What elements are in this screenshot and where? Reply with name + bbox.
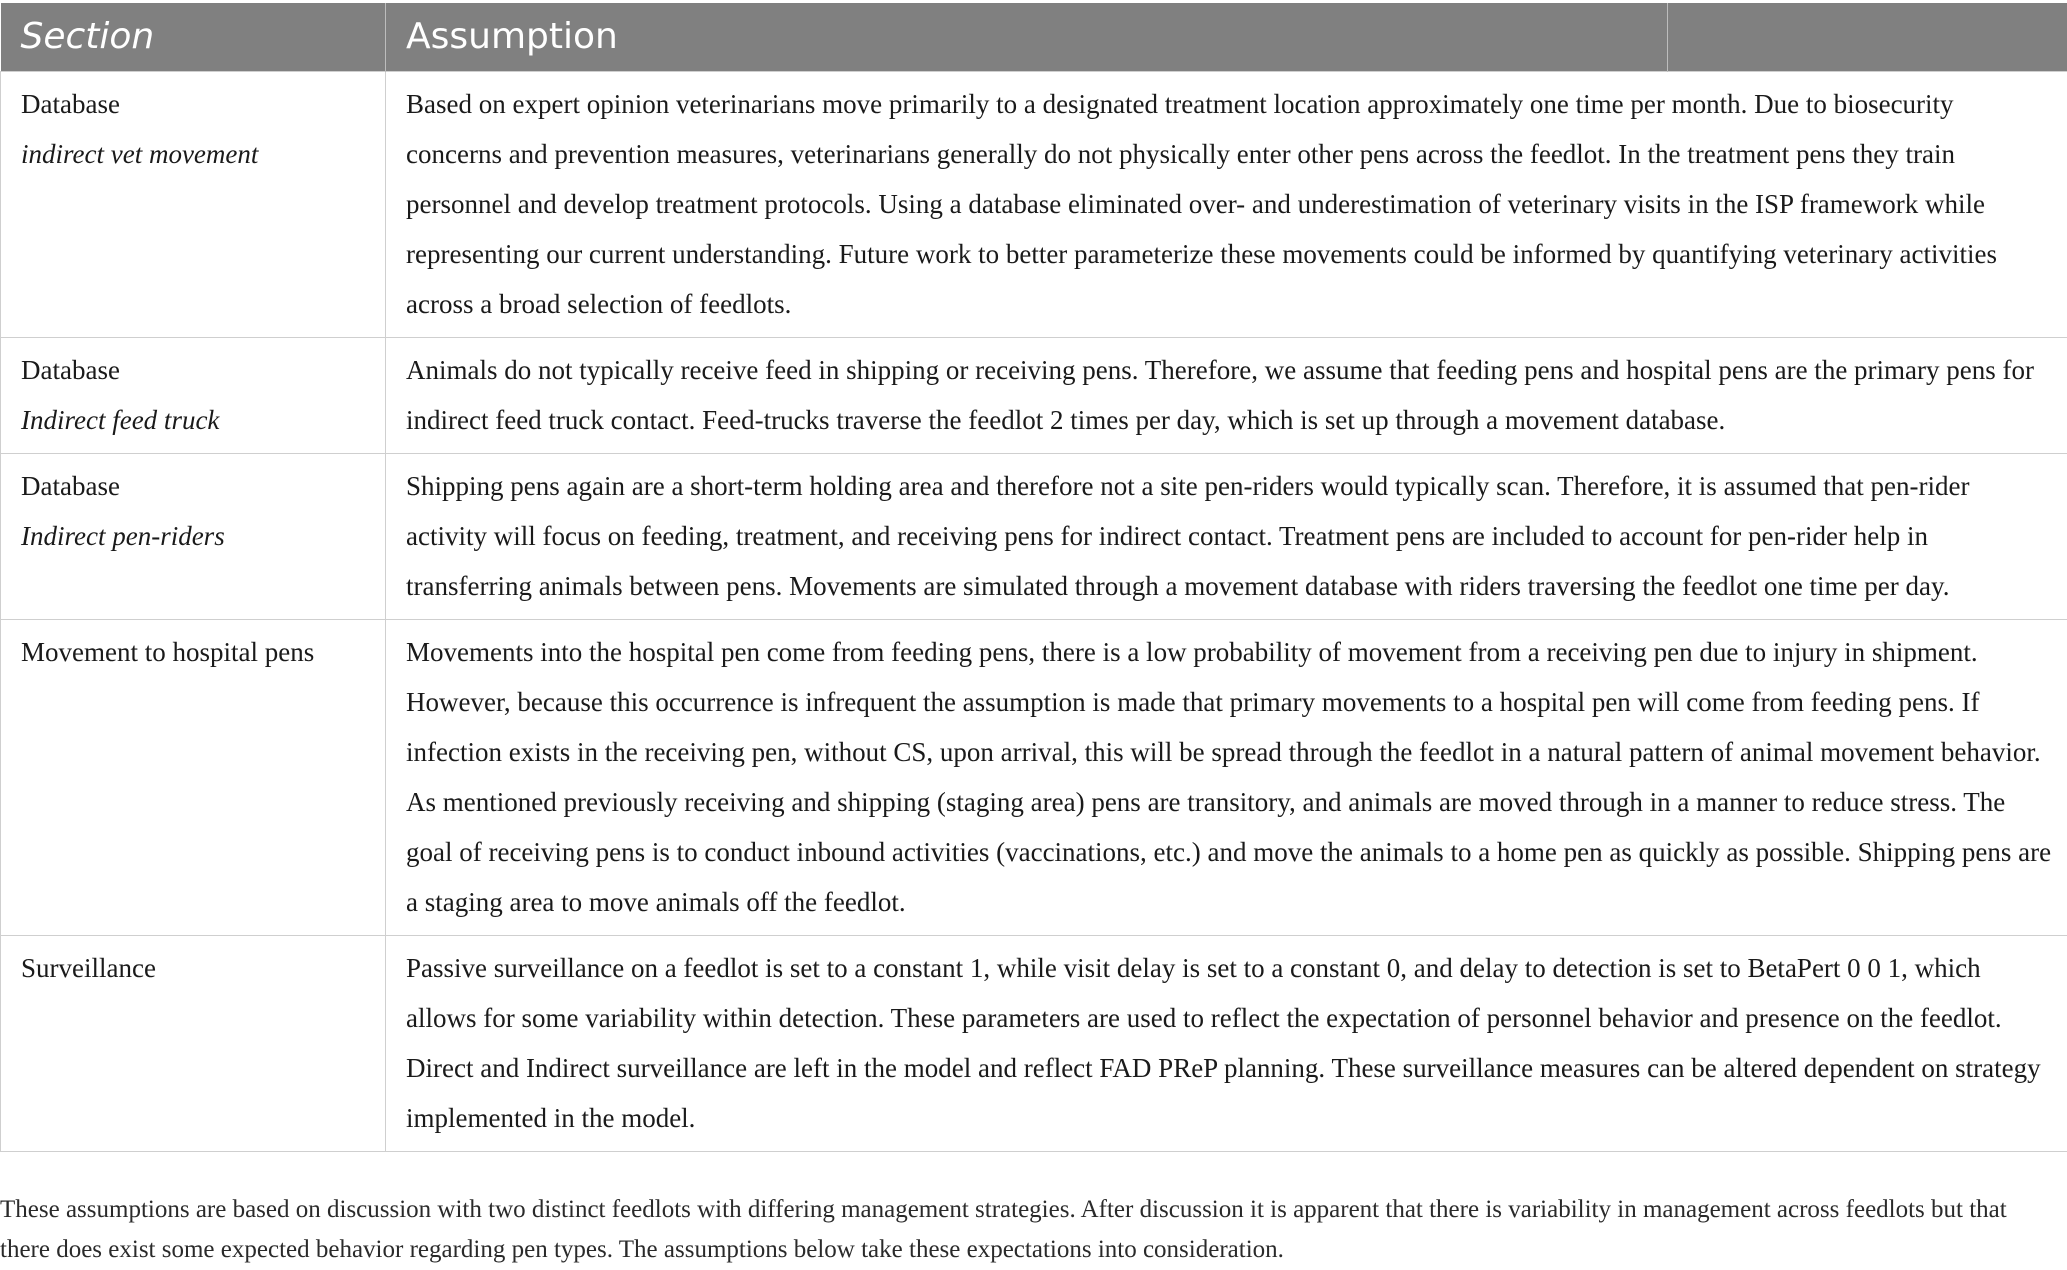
- subsection-label: Indirect pen-riders: [21, 511, 365, 561]
- header-row: [1, 3, 2067, 71]
- assumption-cell: Passive surveillance on a feedlot is set to a constant 1, while visit delay is set to a constant 0, and delay to detection is set to BetaPert 0 0 1, which allows for some variability within detection. These parameters are used to reflect the expectation of personnel behavior and presence on the feedlot. Direct and Indirect surveillance are left in the model and reflect FAD PReP planning. These surveillance measures can be altered dependent on strategy implemented in the model.: [386, 935, 2067, 1151]
- section-cell: [1, 935, 386, 1151]
- section-label: Database: [21, 79, 365, 129]
- assumptions-table: [0, 3, 2067, 1152]
- table-footnote: These assumptions are based on discussion with two distinct feedlots with differing management strategies. After discussion it is apparent that there is variability in management across feedlots but that there does exist some expected behavior regarding pen types. The assumptions below take these expectations into consideration.: [0, 1190, 2040, 1270]
- table-row: [1, 619, 2067, 935]
- assumption-cell: Movements into the hospital pen come from feeding pens, there is a low probability of movement from a receiving pen due to injury in shipment. However, because this occurrence is infrequent the assumption is made that primary movements to a hospital pen will come from feeding pens. If infection exists in the receiving pen, without CS, upon arrival, this will be spread through the feedlot in a natural pattern of animal movement behavior. As mentioned previously receiving and shipping (staging area) pens are transitory, and animals are moved through in a manner to reduce stress. The goal of receiving pens is to conduct inbound activities (vaccinations, etc.) and move the animals to a home pen as quickly as possible. Shipping pens are a staging area to move animals off the feedlot.: [386, 619, 2067, 935]
- section-label: Movement to hospital pens: [21, 627, 365, 677]
- header-assumption: Assumption: [386, 3, 1668, 71]
- header-section: Section: [1, 3, 386, 71]
- table-row: [1, 453, 2067, 619]
- section-label: Database: [21, 461, 365, 511]
- section-cell: [1, 619, 386, 935]
- section-cell: [1, 453, 386, 619]
- subsection-label: Indirect feed truck: [21, 395, 365, 445]
- header-blank: [1668, 3, 2067, 71]
- section-cell: [1, 337, 386, 453]
- table-row: [1, 337, 2067, 453]
- table-row: [1, 935, 2067, 1151]
- table-row: [1, 71, 2067, 337]
- assumption-cell: Shipping pens again are a short-term holding area and therefore not a site pen-riders would typically scan. Therefore, it is assumed that pen-rider activity will focus on feeding, treatment, and receiving pens for indirect contact. Treatment pens are included to account for pen-rider help in transferring animals between pens. Movements are simulated through a movement database with riders traversing the feedlot one time per day.: [386, 453, 2067, 619]
- assumption-cell: Animals do not typically receive feed in shipping or receiving pens. Therefore, we assume that feeding pens and hospital pens are the primary pens for indirect feed truck contact. Feed-trucks traverse the feedlot 2 times per day, which is set up through a movement database.: [386, 337, 2067, 453]
- section-label: Surveillance: [21, 943, 365, 993]
- assumption-cell: Based on expert opinion veterinarians move primarily to a designated treatment location approximately one time per month. Due to biosecurity concerns and prevention measures, veterinarians generally do not physically enter other pens across the feedlot. In the treatment pens they train personnel and develop treatment protocols. Using a database eliminated over- and underestimation of veterinary visits in the ISP framework while representing our current understanding. Future work to better parameterize these movements could be informed by quantifying veterinary activities across a broad selection of feedlots.: [386, 71, 2067, 337]
- section-cell: [1, 71, 386, 337]
- subsection-label: indirect vet movement: [21, 129, 365, 179]
- section-label: Database: [21, 345, 365, 395]
